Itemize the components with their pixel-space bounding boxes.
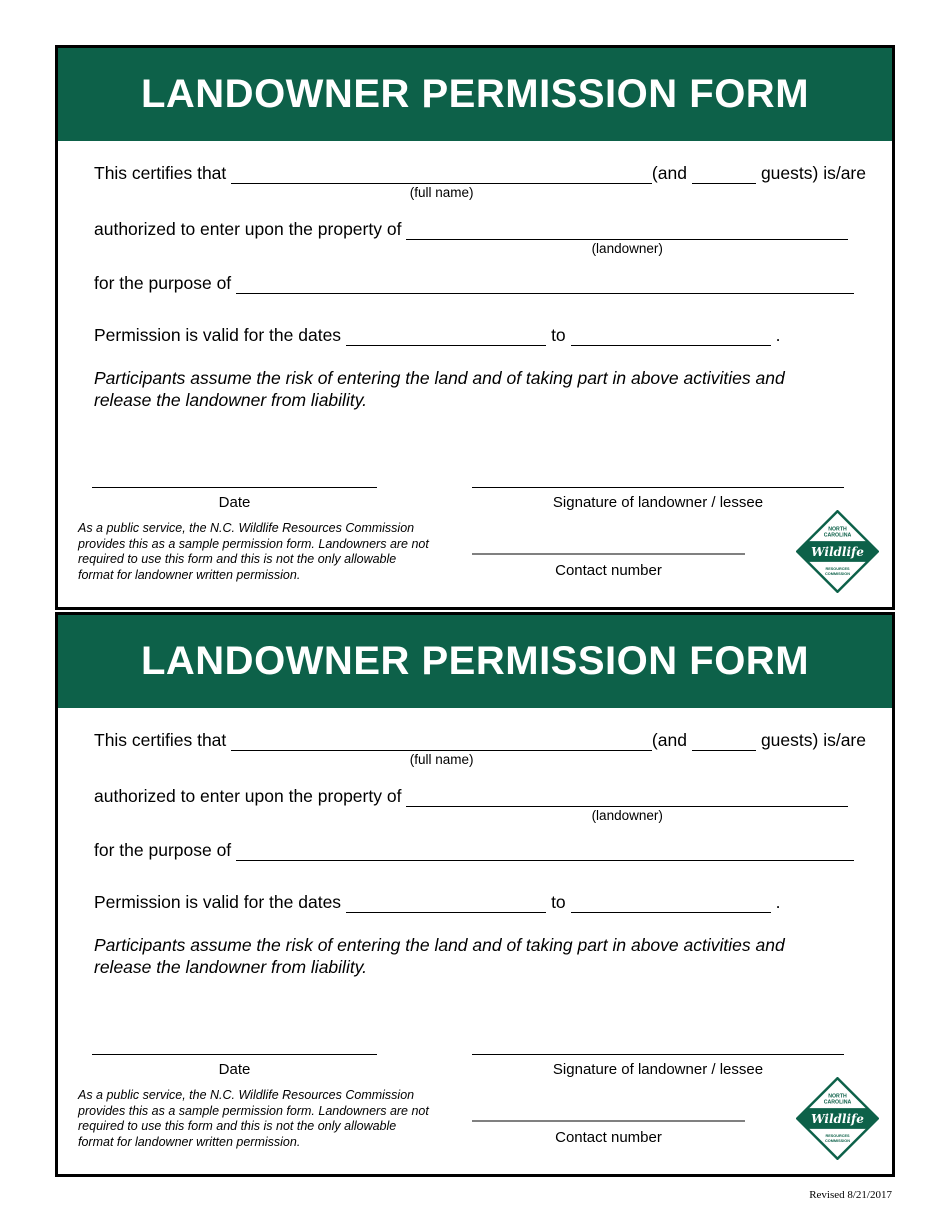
- date-column: [78, 487, 472, 583]
- date-column: [78, 1054, 472, 1150]
- purpose-blank: [236, 839, 854, 861]
- guest-count-blank: [692, 729, 756, 751]
- certify-prefix: This certifies that: [94, 730, 227, 750]
- certify-prefix: This certifies that: [94, 163, 227, 183]
- landowner-permission-form: [55, 612, 895, 1177]
- logo-text-north: NORTH: [828, 1093, 847, 1100]
- signature-column: [472, 487, 844, 583]
- guests-suffix: guests) is/are: [760, 163, 866, 183]
- dates-connector: to: [551, 325, 566, 345]
- logo-text-north: NORTH: [828, 526, 847, 533]
- form-title: LANDOWNER PERMISSION FORM: [140, 639, 810, 683]
- logo-text-commission: COMMISSION: [825, 1139, 850, 1144]
- contact-number-line: [472, 553, 745, 555]
- dates-terminator: .: [775, 325, 781, 345]
- nc-wildlife-commission-logo-icon: [796, 510, 879, 593]
- liability-line: Participants assume the risk of entering the land and of taking part in above activities and: [94, 935, 785, 955]
- dates-prefix: Permission is valid for the dates: [94, 325, 342, 345]
- logo-text-wildlife: Wildlife: [811, 1112, 864, 1127]
- full-name-blank: [231, 729, 652, 767]
- liability-notice: [94, 367, 866, 411]
- logo-text-resources: RESOURCES: [825, 566, 850, 571]
- disclaimer-line: As a public service, the N.C. Wildlife Resources Commission: [78, 521, 415, 535]
- logo-text-resources: RESOURCES: [825, 1133, 850, 1138]
- signature-section: [78, 1054, 872, 1150]
- signature-label: Signature of landowner / lessee: [552, 1061, 764, 1078]
- guests-suffix: guests) is/are: [760, 730, 866, 750]
- full-name-hint: (full name): [409, 185, 474, 200]
- public-service-disclaimer: [78, 1088, 472, 1150]
- landowner-hint: (landowner): [591, 808, 663, 823]
- landowner-blank: [406, 218, 848, 256]
- public-service-disclaimer: [78, 521, 472, 583]
- full-name-hint: (full name): [409, 752, 474, 767]
- and-text: (and: [651, 730, 687, 750]
- disclaimer-line: provides this as a sample permission form. Landowners are not: [78, 1103, 429, 1118]
- landowner-signature-line: [472, 1054, 844, 1055]
- logo-text-wildlife: Wildlife: [811, 545, 864, 560]
- logo-text-commission: COMMISSION: [825, 572, 850, 577]
- date-to-blank: [571, 891, 771, 913]
- certify-line: [94, 729, 866, 767]
- form-body: [58, 162, 892, 583]
- revised-note: Revised 8/21/2017: [809, 1189, 892, 1201]
- nc-wildlife-commission-logo-icon: [796, 1077, 879, 1160]
- property-line: [94, 785, 866, 823]
- purpose-line: [94, 272, 866, 294]
- logo-text-carolina: CAROLINA: [823, 532, 852, 539]
- disclaimer-line: required to use this form and this is not the only allowable: [78, 552, 397, 566]
- contact-label: Contact number: [555, 1129, 662, 1146]
- form-title: LANDOWNER PERMISSION FORM: [140, 72, 810, 116]
- contact-label: Contact number: [555, 562, 662, 579]
- property-prefix: authorized to enter upon the property of: [94, 786, 402, 806]
- property-line: [94, 218, 866, 256]
- purpose-prefix: for the purpose of: [94, 840, 232, 860]
- liability-notice: [94, 934, 866, 978]
- guest-count-blank: [692, 162, 756, 184]
- purpose-line: [94, 839, 866, 861]
- property-prefix: authorized to enter upon the property of: [94, 219, 402, 239]
- disclaimer-line: format for landowner written permission.: [78, 1134, 301, 1149]
- form-header-bar: [58, 615, 892, 708]
- purpose-blank: [236, 272, 854, 294]
- contact-number-line: [472, 1120, 745, 1122]
- purpose-prefix: for the purpose of: [94, 273, 232, 293]
- form-body: [58, 729, 892, 1150]
- dates-line: [94, 891, 866, 913]
- signature-column: [472, 1054, 844, 1150]
- form-header-bar: [58, 48, 892, 141]
- disclaimer-line: provides this as a sample permission form. Landowners are not: [78, 536, 429, 551]
- landowner-blank: [406, 785, 848, 823]
- signature-section: [78, 487, 872, 583]
- date-signature-line: [92, 1054, 377, 1055]
- disclaimer-line: As a public service, the N.C. Wildlife Resources Commission: [78, 1088, 415, 1102]
- date-to-blank: [571, 324, 771, 346]
- logo-text-carolina: CAROLINA: [823, 1099, 852, 1106]
- landowner-signature-line: [472, 487, 844, 488]
- date-label: Date: [218, 1061, 251, 1078]
- liability-line: release the landowner from liability.: [94, 957, 368, 977]
- dates-terminator: .: [775, 892, 781, 912]
- signature-label: Signature of landowner / lessee: [552, 494, 764, 511]
- landowner-permission-form: [55, 45, 895, 610]
- dates-connector: to: [551, 892, 566, 912]
- landowner-hint: (landowner): [591, 241, 663, 256]
- date-label: Date: [218, 494, 251, 511]
- dates-prefix: Permission is valid for the dates: [94, 892, 342, 912]
- disclaimer-line: format for landowner written permission.: [78, 567, 301, 582]
- and-text: (and: [651, 163, 687, 183]
- dates-line: [94, 324, 866, 346]
- liability-line: Participants assume the risk of entering the land and of taking part in above activities and: [94, 368, 785, 388]
- date-from-blank: [346, 324, 546, 346]
- disclaimer-line: required to use this form and this is not the only allowable: [78, 1119, 397, 1133]
- liability-line: release the landowner from liability.: [94, 390, 368, 410]
- date-from-blank: [346, 891, 546, 913]
- full-name-blank: [231, 162, 652, 200]
- date-signature-line: [92, 487, 377, 488]
- certify-line: [94, 162, 866, 200]
